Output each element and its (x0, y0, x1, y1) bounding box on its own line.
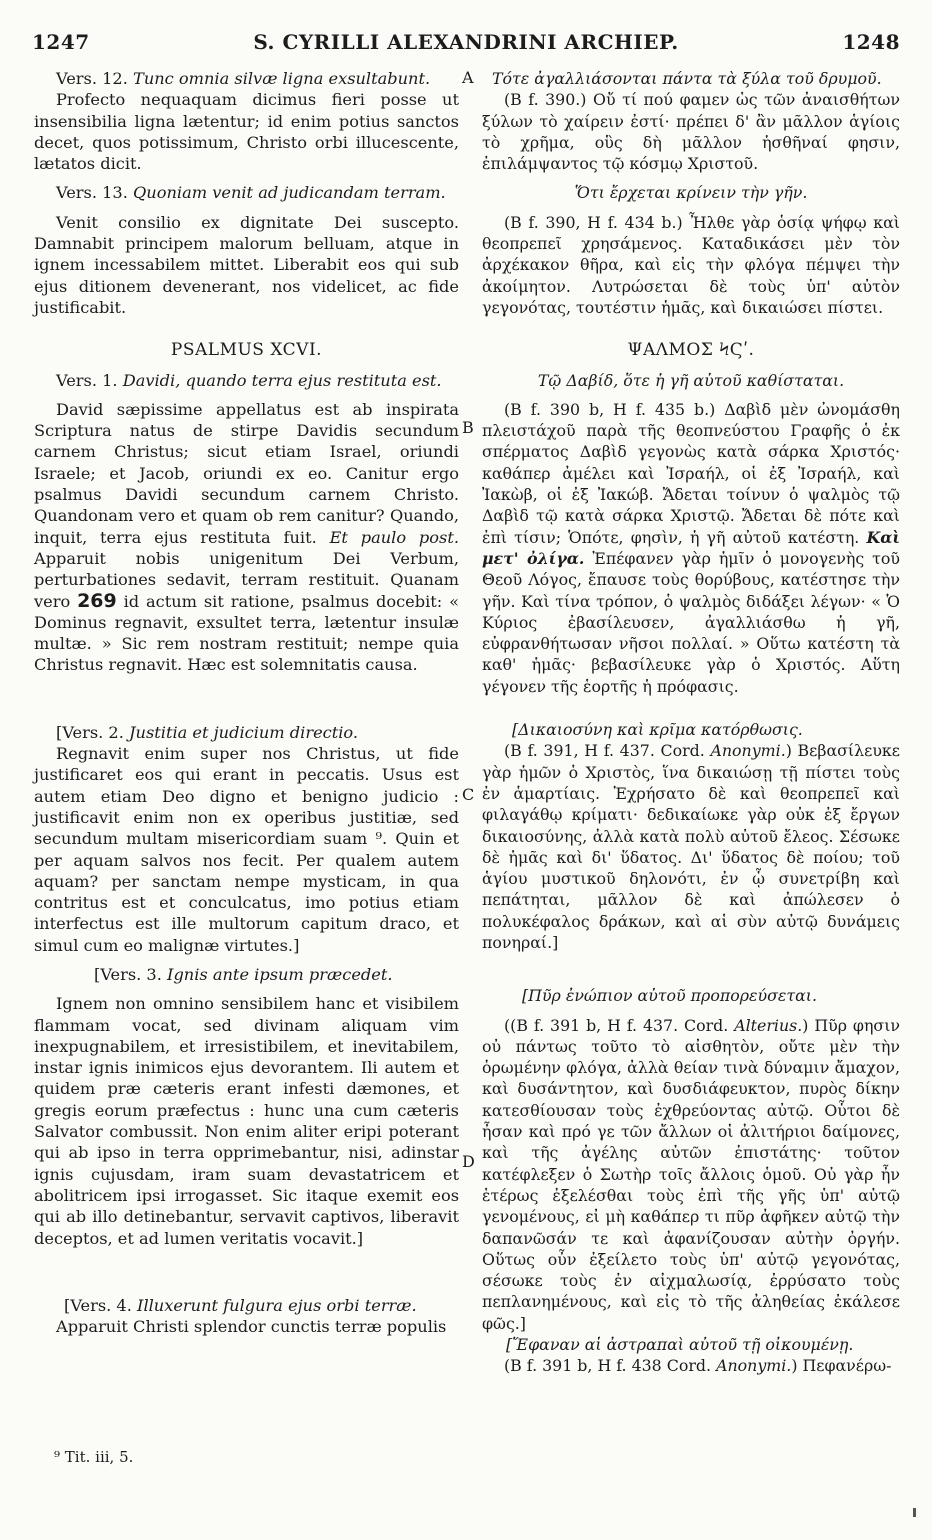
greek-verse-13-heading: Ὅτι ἔρχεται κρίνειν τὴν γῆν. (574, 183, 808, 203)
latin-paragraph-2: Venit consilio ex dignitate Dei suscepto. Damnabit principem malorum belluam, atque in ignem incessabilem mittet. Liberabit eos qui sub ejus ditionem devenerant, nos videlicet, ac fide justificabit. (34, 212, 459, 317)
greek-paragraph-4: (B f. 391, H f. 437. Cord. Anonymi.) Βεβασίλευκε γὰρ ἡμῶν ὁ Χριστὸς, ἵνα δικαιώσῃ τῇ πίστει τοὺς ἐν ἁμαρτίαις. Ἐχρήσατο δὲ καὶ θεοπρεπεῖ καὶ φιλαγάθῳ κρίματι· δεδικαίωκε γὰρ οὐκ ἐξ ἔργων δικαιοσύνης, ἀλλὰ κατὰ πολὺ αὐτοῦ ἔλεος. Σέσωκε δὲ ἡμᾶς καὶ δι' ὕδατος. Δι' ὕδατος δὲ ποίου; τοῦ ἁγίου μυστικοῦ δηλονότι, ἐν ᾧ συνετρίβη καὶ πεπάτηται, μᾶλλον δὲ καὶ ἀπώλεσεν ὁ πολυκέφαλος δράκων, καὶ αἱ σὺν αὐτῷ δυνάμεις πονηραί.] (482, 741, 900, 952)
running-header (32, 30, 900, 60)
latin-psalm-title: PSALMUS XCVI. (170, 340, 323, 361)
page-number-left: 1247 (32, 30, 90, 54)
latin-paragraph-6: Apparuit Christi splendor cunctis terræ populis (56, 1317, 447, 1337)
greek-column (482, 68, 900, 1377)
margin-marker-c: C (462, 785, 475, 804)
greek-verse-2-heading: [Δικαιοσύνη καὶ κρῖμα κατόρθωσις. (512, 720, 803, 740)
page-number-right: 1248 (842, 30, 900, 54)
latin-verse-12-heading: Vers. 12. Tunc omnia silvæ ligna exsultabunt. (56, 69, 431, 88)
latin-paragraph-3: David sæpissime appellatus est ab inspirata Scriptura natus de stirpe Davidis secundum carnem Christus; sicut etiam Israel, oriundi Israele; et Jacob, oriundi ex eo. Canitur ergo psalmus Davidi secundum carnem Christo. Quandonam vero et quam ob rem canitur? Quando, inquit, terra ejus restituta fuit. Et paulo post. Apparuit nobis unigenitum Dei Verbum, perturbationes sedavit, terram restituit. Quanam vero 269 id actum sit ratione, psalmus docebit: « Dominus regnavit, exsultet terra, lætentur insulæ multæ. » Sic rem nostram restituit; nempe quia Christus regnavit. Hæc est solemnitatis causa. (34, 399, 459, 675)
greek-psalm-title: ΨΑΛΜΟΣ ϞϚʹ. (627, 340, 755, 361)
greek-paragraph-5: ((B f. 391 b, H f. 437. Cord. Alterius.) Πῦρ φησιν οὐ πάντως τοῦτο τὸ αἰσθητὸν, οὔτε μὲν τὴν ὁρωμένην φλόγα, ἀλλὰ θείαν τινὰ δύναμιν ἄμαχον, καὶ δυσάντητον, καὶ δυσδιάφευκτον, πυρὸς δίκην κατεσθίουσαν τοὺς ἐχθρεύοντας αὐτῷ. Οὗτοι δὲ ἦσαν καὶ πρό γε τῶν ἄλλων οἱ ἀλιτήριοι δαίμονες, καὶ τῆς ἀγέλης αὐτῶν ἐπιστάτης· τοῦτον κατέφλεξεν ὁ Σωτὴρ τοῖς ἄλλοις ὁμοῦ. Οὐ γὰρ ἦν ἑτέρως ἐξελέσθαι τοὺς ἐπὶ τῆς γῆς ὑπ' αὐτῷ γενομένους, εἰ μὴ καθάπερ τι πῦρ ἀφῆκεν αὐτῷ τὴν δαπανῶσάν τε καὶ ἀφανίζουσαν αὐτὴν ὀργήν. Οὕτως οὖν ἐξείλετο τοὺς ὑπ' αὐτῷ γεγονότας, σέσωκε τοὺς ἐν αἰχμαλωσίᾳ, ἐρρύσατο τοὺς πεπλανημένους, καὶ εἰς τὸ τῆς ἀληθείας ἐκάλεσε φῶς.] (482, 1015, 900, 1333)
latin-paragraph-4: Regnavit enim super nos Christus, ut fide justificaret eos qui erant in peccatis. Usus est autem etiam Deo digno et benigno judicio : justificavit enim non ex operibus justitiæ, sed secundum multam misericordiam suam ⁹. Quin et per aquam salvos nos fecit. Per qualem autem aquam? per sanctam nempe mysticam, in qua contritus est et conculcatus, imo potius etiam interfectus est ille multorum capitum draco, et simul cum eo malignæ virtutes.] (34, 744, 459, 955)
page-speck (913, 1508, 916, 1517)
margin-marker-a: A (462, 68, 474, 87)
margin-marker-d: D (462, 1152, 475, 1171)
greek-verse-1-heading: Τῷ Δαβίδ, ὅτε ἡ γῆ αὐτοῦ καθίσταται. (537, 370, 845, 390)
greek-verse-4-heading: [Ἔφαναν αἱ ἀστραπαὶ αὐτοῦ τῇ οἰκουμένῃ. (506, 1335, 854, 1355)
latin-verse-3-heading: [Vers. 3. Ignis ante ipsum præcedet. (94, 964, 393, 984)
running-title: S. CYRILLI ALEXANDRINI ARCHIEP. (253, 30, 679, 54)
page-number-marker: 269 (77, 589, 117, 612)
latin-verse-13-heading: Vers. 13. Quoniam venit ad judicandam terram. (56, 183, 446, 203)
greek-verse-3-heading: [Πῦρ ἐνώπιον αὐτοῦ προπορεύσεται. (522, 986, 817, 1006)
latin-verse-2-heading: [Vers. 2. Justitia et judicium directio. (56, 722, 359, 742)
latin-verse-4-heading: [Vers. 4. Illuxerunt fulgura ejus orbi terræ. (64, 1295, 417, 1315)
greek-paragraph-2: (B f. 390, H f. 434 b.) Ἦλθε γὰρ ὁσίᾳ ψήφῳ καὶ θεοπρεπεῖ χρησάμενος. Καταδικάσει μὲν τὸν ἀρχέκακον θῆρα, καὶ εἰς τὴν φλόγα πέμψει τὴν ἀκοίμητον. Λυτρώσεται δὲ τοὺς ὑπ' αὐτὸν γεγονότας, τουτέστιν ἡμᾶς, καὶ δικαιώσει πίστει. (482, 212, 900, 317)
latin-column (34, 68, 459, 1337)
latin-verse-1-heading: Vers. 1. Davidi, quando terra ejus restituta est. (56, 370, 442, 390)
greek-verse-12-heading: Τότε ἀγαλλιάσονται πάντα τὰ ξύλα τοῦ δρυμοῦ. (492, 69, 882, 88)
footnote: ⁹ Tit. iii, 5. (54, 1448, 134, 1466)
margin-marker-b: B (462, 418, 474, 437)
latin-paragraph-1: Profecto nequaquam dicimus fieri posse ut insensibilia ligna lætentur; id enim potius sanctos decet, quos potissimum, Christo orbi illucescente, lætatos dicit. (34, 90, 459, 174)
latin-paragraph-5: Ignem non omnino sensibilem hanc et visibilem flammam vocat, sed divinam aliquam vim inexpugnabilem, et irresistibilem, et inevitabilem, instar ignis inimicos ejus devorantem. Ili autem et quidem præ cæteris erant infesti dæmones, et gregis eorum præfectus : hunc una cum cæteris Salvator combussit. Non enim aliter eripi poterant qui ab ipso in terra opprimebantur, nisi, adinstar ignis cujusdam, iram suam devastatricem et abolitricem ipsi irrogasset. Sic itaque exemit eos qui ab illo detinebantur, servavit captivos, liberavit deceptos, et ad lumen veritatis vocavit.] (34, 994, 459, 1248)
greek-paragraph-3: (B f. 390 b, H f. 435 b.) Δαβὶδ μὲν ὠνομάσθη πλειστάχοῦ παρὰ τῆς θεοπνεύστου Γραφῆς ὁ ἐκ σπέρματος Δαβὶδ γεγονὼς κατὰ σάρκα Χριστός· καθάπερ ἀμέλει καὶ Ἰσραήλ, οἱ ἐξ Ἰσραήλ, καὶ Ἰακὼβ, οἱ ἐξ Ἰακώβ. Ἄδεται τοίνυν ὁ ψαλμὸς τῷ Δαβὶδ τῷ κατὰ σάρκα Χριστῷ. Ἄδεται δὲ πότε καὶ ἐπὶ τίσιν; Ὁπότε, φησὶν, ἡ γῆ αὐτοῦ κατέστη. Καὶ μετ' ὀλίγα. Ἐπέφανεν γὰρ ἡμῖν ὁ μονογενὴς τοῦ Θεοῦ Λόγος, ἔπαυσε τοὺς θορύβους, κατέστησε τὴν γῆν. Καὶ τίνα τρόπον, ὁ ψαλμὸς διδάξει λέγων· « Ὁ Κύριος ἐβασίλευσεν, ἀγαλλιάσθω ἡ γῆ, εὐφρανθήτωσαν νῆσοι πολλαί. » Οὕτω κατέστη τὰ καθ' ἡμᾶς· βεβασίλευκε γὰρ ὁ Χριστός. Αὕτη γέγονεν τῆς ἑορτῆς ἡ πρόφασις. (482, 399, 900, 696)
greek-paragraph-6: (B f. 391 b, H f. 438 Cord. Anonymi.) Πεφανέρω- (504, 1356, 892, 1376)
greek-paragraph-1: (B f. 390.) Οὔ τί πού φαμεν ὡς τῶν ἀναισθήτων ξύλων τὸ χαίρειν ἐστί· πρέπει δ' ἂν μᾶλλον ἁγίοις τὸ χρῆμα, οὓς δὴ μᾶλλον ἡσθῆναί φησιν, ἐπιλάμψαντος τῷ κόσμῳ Χριστοῦ. (482, 90, 900, 174)
